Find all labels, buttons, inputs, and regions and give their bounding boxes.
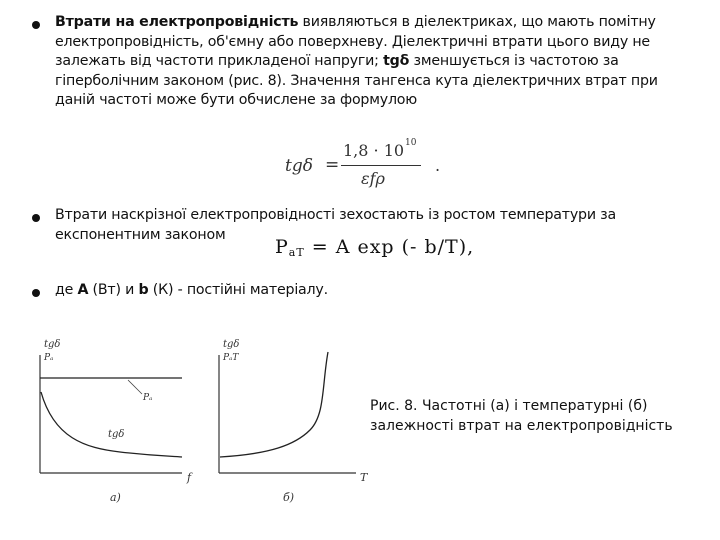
term-a: А xyxy=(77,282,89,298)
fraction-bar xyxy=(341,165,421,166)
paragraph-conductivity-losses xyxy=(55,13,658,111)
para-line: експонентним законом xyxy=(55,226,226,243)
para-line: Втрати наскрізної електропровідності зехостають із ростом температури за xyxy=(55,207,616,223)
formula-dot: . xyxy=(435,156,441,175)
curve-exponential xyxy=(220,352,328,457)
para-text: де xyxy=(55,282,78,298)
formula-subscript: aT xyxy=(288,246,305,259)
panel-label-a: а) xyxy=(110,491,121,504)
para-text: зменшується із частотою за xyxy=(409,53,619,69)
term-tg: tg xyxy=(383,53,400,69)
curve-label-p: Pₐ xyxy=(143,393,153,403)
caption-line: Рис. 8. Частотні (а) і температурні (б) xyxy=(370,398,648,414)
term-delta: δ xyxy=(399,53,410,69)
axis-label-tg: tgδ xyxy=(44,339,61,350)
formula-denominator: εfρ xyxy=(361,169,385,188)
para-text: виявляються в діелектриках, що мають помітну xyxy=(298,14,656,30)
formula-numerator: 1,8 · 10 xyxy=(343,141,405,160)
para-text: залежать від частоти прикладеної напруги; xyxy=(55,53,384,69)
axis-label-p: PₐT xyxy=(223,353,239,363)
graph-temperature-dependence xyxy=(210,330,380,510)
para-line xyxy=(55,52,658,72)
para-line xyxy=(55,13,658,33)
para-text: (Вт) и xyxy=(88,282,139,298)
para-line: електропровідність, об'ємну або поверхневу. Діелектричні втрати цього виду не xyxy=(55,33,650,50)
formula-equals: = xyxy=(325,155,340,175)
para-text: (К) - постійні матеріалу. xyxy=(148,282,328,298)
formula-rest: = A exp (- b/T), xyxy=(304,236,475,258)
formula-exponential-law xyxy=(275,236,474,259)
figure-caption xyxy=(370,396,690,436)
term-conductivity-losses: Втрати на електропровідність xyxy=(55,14,299,30)
formula-p: P xyxy=(275,236,289,258)
axis-label-p: Pₐ xyxy=(44,353,54,363)
panel-label-b: б) xyxy=(283,491,295,504)
formula-lhs: tgδ xyxy=(285,156,313,176)
curve-tg-hyperbola xyxy=(41,392,182,457)
curve-label-tg: tgδ xyxy=(108,429,125,440)
term-b: b xyxy=(138,282,149,298)
para-line: даній частоті може бути обчислене за формулою xyxy=(55,92,418,108)
bullet-marker xyxy=(32,214,40,222)
formula-exponent: 10 xyxy=(405,138,417,148)
para-line: гіперболічним законом (рис. 8). Значення тангенса кута діелектричних втрат при xyxy=(55,72,658,89)
leader-p xyxy=(128,380,142,394)
axis-label-tg: tgδ xyxy=(223,339,240,350)
paragraph-constants xyxy=(55,281,328,301)
axis-label-f: f xyxy=(187,471,192,484)
graph-frequency-dependence xyxy=(30,330,210,510)
para-line xyxy=(55,281,328,301)
axis-label-t: T xyxy=(360,471,368,484)
caption-line: залежності втрат на електропровідність xyxy=(370,418,673,434)
bullet-marker xyxy=(32,289,40,297)
formula-tg-delta xyxy=(275,140,455,195)
bullet-marker xyxy=(32,21,40,29)
